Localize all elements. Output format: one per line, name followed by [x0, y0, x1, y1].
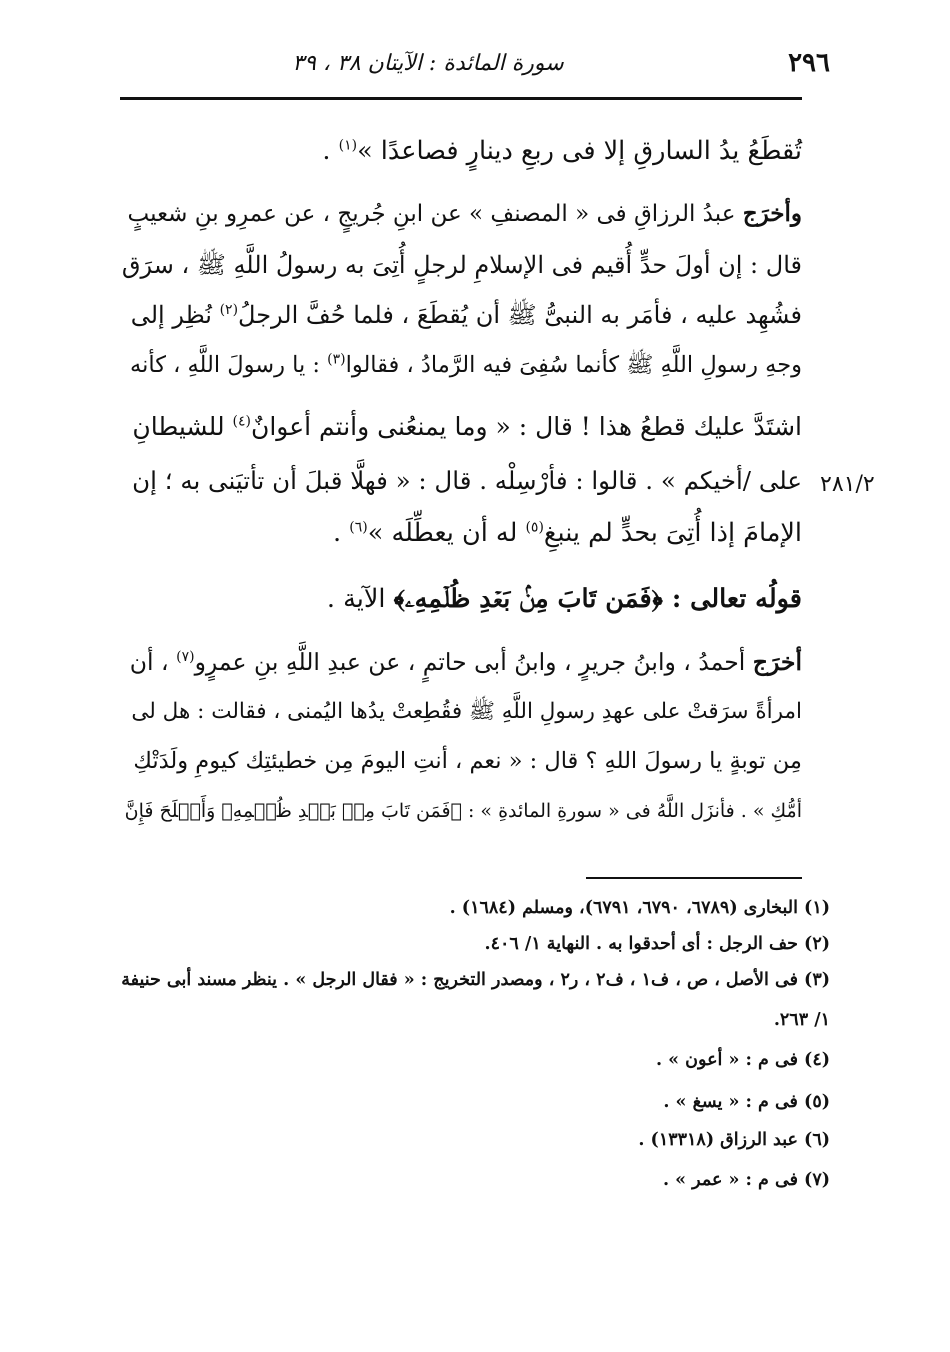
body-line	[120, 748, 802, 774]
footnote-marker: (١)	[338, 137, 358, 154]
footnote: (٢) حف الرجل : أى أحدقوا به . النهاية ١/ ٤٠٦.	[484, 934, 830, 954]
footnote: (١) البخارى (٦٧٨٩، ٦٧٩٠، ٦٧٩١)، ومسلم (١٦٨٤) .	[449, 898, 830, 918]
line-text: وجهِ رسولِ اللَّهِ ﷺ كأنما سُفِىَ فيه الرَّمادُ ، فقالوا	[345, 352, 802, 378]
body-line	[120, 412, 802, 441]
body-line	[120, 250, 802, 285]
footnote-marker: (٤)	[232, 413, 251, 430]
body-line	[120, 698, 802, 729]
body-line	[120, 300, 802, 335]
footnote: (٣) فى الأصل ، ص ، ف١ ، ف٢ ، ر٢ ، ومصدر التخريج : « فقال الرجل » . ينظر مسند أبى حنيفة	[121, 970, 830, 990]
line-text: امرأةً سرَقتْ على عهدِ رسولِ اللَّهِ ﷺ فقُطِعتْ يدُها اليُمنى ، فقالت : هل لى	[131, 699, 802, 724]
line-text: : يا رسولَ اللَّهِ ، كأنه	[130, 352, 328, 378]
body-line	[120, 648, 802, 676]
footnote: (٥) فى م : « يسغ » .	[663, 1092, 830, 1112]
footnote: (٧) فى م : « عمر » .	[662, 1170, 830, 1190]
footnote: (٦) عبد الرزاق (١٣٣١٨) .	[638, 1130, 830, 1150]
line-text: قال : إن أولَ حدٍّ أُقيم فى الإسلامِ لرجلٍ أُتِىَ به رسولُ اللَّهِ ﷺ ، سرَق	[121, 251, 802, 279]
body-line	[120, 466, 802, 495]
line-text: على /أخيكم » . قالوا : فأرْسِلْه . قال : « فهلَّا قبلَ أن تأتيَنى به ؛ إن	[132, 466, 802, 495]
margin-reference: ٢٨١/٢	[820, 472, 875, 497]
line-text: اشتَدَّ عليك قطعُ هذا ! قال : « وما يمنعُنى وأنتم أعوانٌ	[250, 412, 802, 441]
line-text: .	[333, 518, 350, 548]
lead-word: وأخرَج	[742, 200, 802, 227]
body-line	[120, 352, 802, 384]
verse-heading	[120, 584, 802, 615]
line-text: ، أن	[129, 648, 177, 676]
footnote-marker: (٥)	[525, 519, 544, 536]
page-number: ٢٩٦	[788, 48, 830, 78]
line-text: مِن توبةٍ يا رسولَ اللهِ ؟ قال : « نعم ، أنتِ اليومَ مِن خطيئتِك كيومِ ولَدَتْكِ	[133, 748, 802, 774]
footnote-rule	[586, 877, 802, 879]
footnote-marker: (٢)	[219, 302, 239, 318]
footnote-marker: (٣)	[327, 351, 346, 368]
footnote: (٤) فى م : « أعون » .	[655, 1050, 830, 1070]
body-line	[120, 136, 802, 166]
line-text: الآية .	[326, 584, 394, 614]
body-line	[120, 200, 802, 227]
line-text: نُظِر إلى	[130, 301, 220, 329]
line-text: تُقطَعُ يدُ السارقِ إلا فى ربعِ دينارٍ فصاعدًا »	[357, 136, 802, 166]
footnote-marker: (٧)	[176, 649, 195, 666]
header-rule	[120, 97, 802, 100]
line-text: له أن يعطِّلَه »	[367, 518, 526, 548]
line-text: عبدُ الرزاقِ فى « المصنفِ » عن ابنِ جُريجٍ ، عن عمرِو بنِ شعيبٍ	[127, 201, 743, 227]
line-text: فشُهِد عليه ، فأمَر به النبىُّ ﷺ أن يُقطَعَ ، فلما حُفَّ الرجلُ	[238, 301, 802, 329]
line-text: أحمدُ ، وابنُ جريرٍ ، وابنُ أبى حاتمٍ ، عن عبدِ اللَّهِ بنِ عمرٍو	[194, 648, 753, 676]
footnote-marker: (٦)	[349, 519, 368, 536]
line-text: .	[322, 136, 339, 166]
line-text: الإمامَ إذا أُتِىَ بحدٍّ لم ينبغِ	[543, 518, 802, 548]
running-header-title: سورة المائدة : الآيتان ٣٨ ، ٣٩	[292, 51, 564, 76]
body-line	[120, 800, 802, 822]
footnote: ١/ ٢٦٣.	[773, 1010, 830, 1030]
heading-text: قولُه تعالى : ﴿فَمَن تَابَ مِنۢ بَعۡدِ ظُلۡمِهِۦ﴾	[393, 584, 802, 614]
line-text: أمُّكِ » . فأنزَل اللَّهُ فى « سورةِ المائدةِ » : ﴿فَمَن تَابَ مِنۢ بَعۡدِ ظُلۡمِهِۦ وَأَصۡلَحَ فَإِنَّ	[124, 800, 802, 822]
lead-word: أخرَج	[752, 648, 802, 676]
body-line	[120, 518, 802, 548]
line-text: للشيطانِ	[132, 412, 233, 441]
